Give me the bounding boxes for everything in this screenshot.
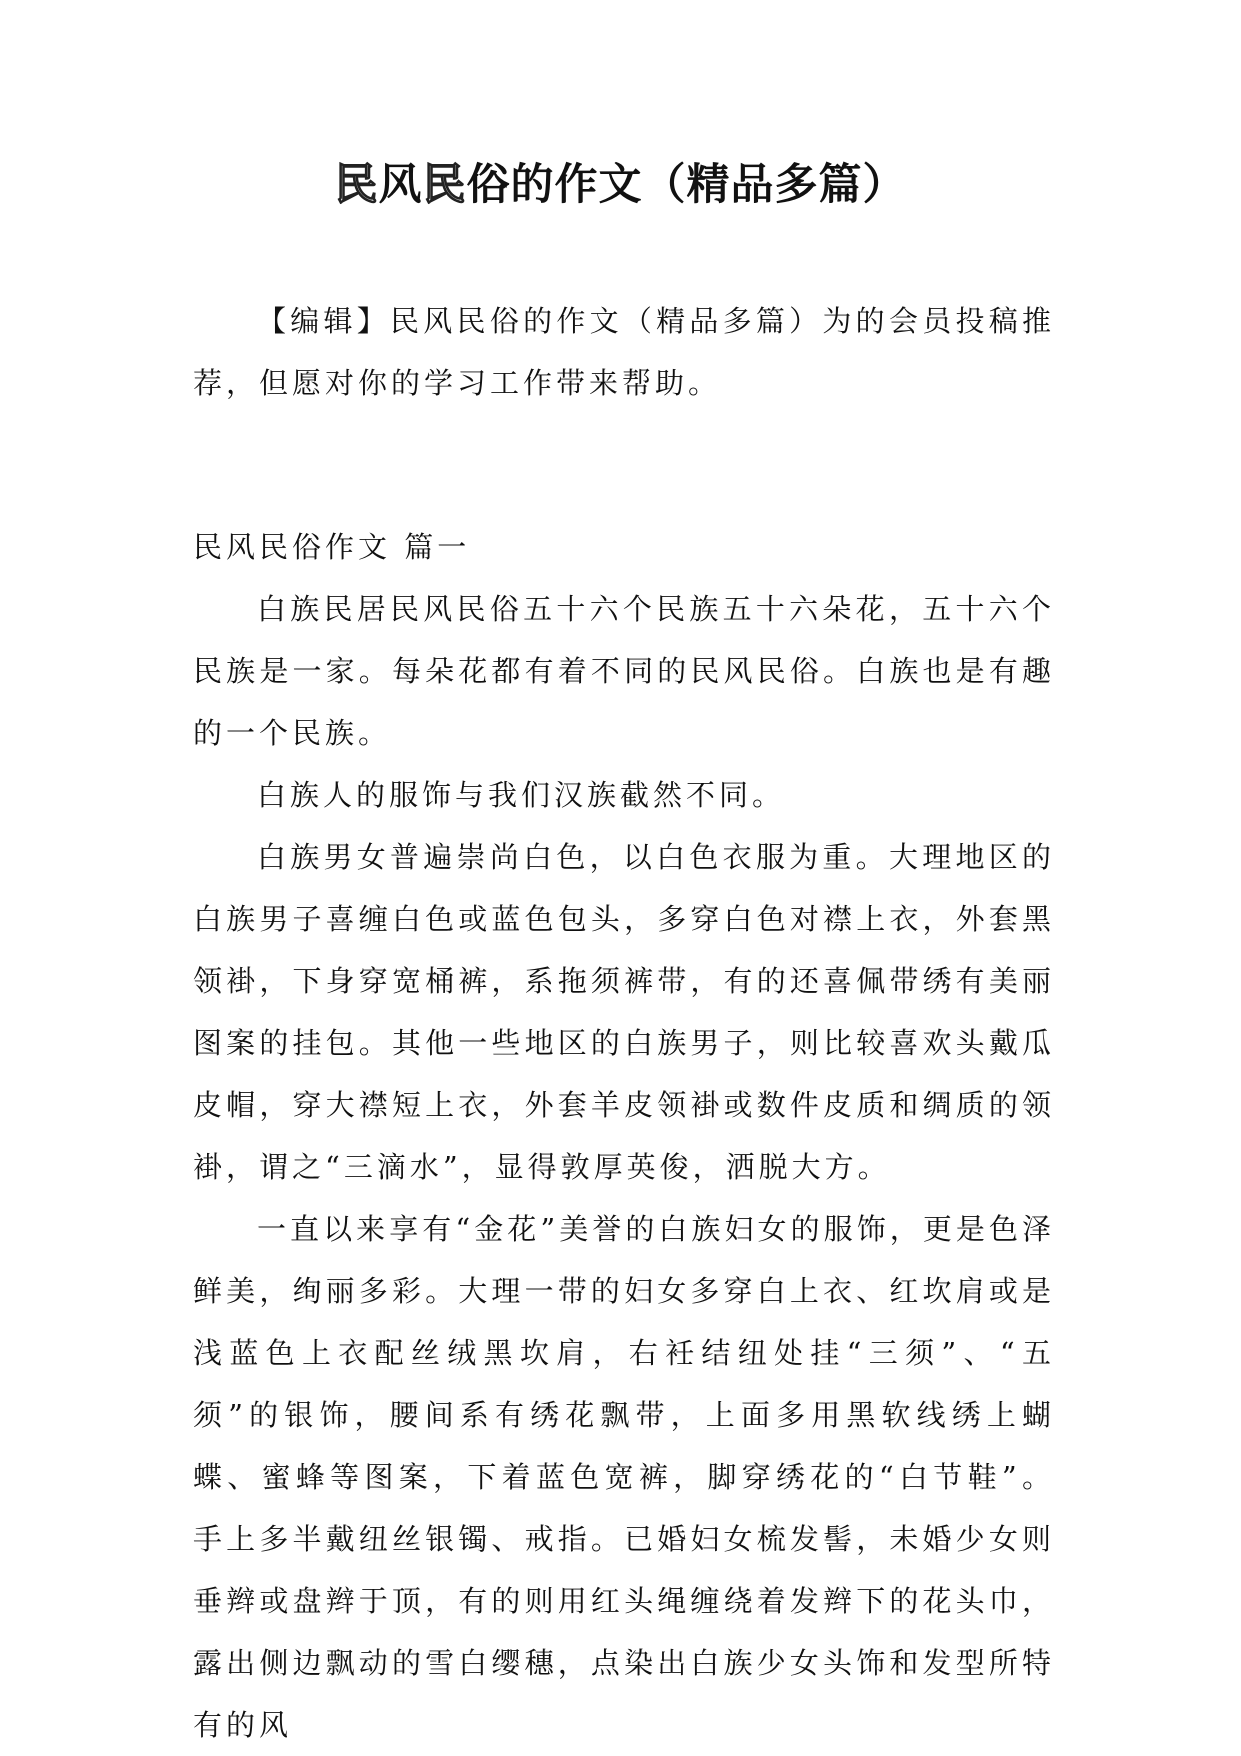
- body-paragraph: 白族男女普遍崇尚白色，以白色衣服为重。大理地区的白族男子喜缠白色或蓝色包头，多穿白色对襟上衣，外套黑领褂，下身穿宽桶裤，系拖须裤带，有的还喜佩带绣有美丽图案的挂包。其他一些地区的白族男子，则比较喜欢头戴瓜皮帽，穿大襟短上衣，外套羊皮领褂或数件皮质和绸质的领褂，谓之“三滴水”，显得敦厚英俊，洒脱大方。: [193, 840, 1055, 1184]
- spacer: [193, 414, 1055, 476]
- title-outlined-char: 民: [334, 160, 379, 210]
- body-paragraph: 白族人的服饰与我们汉族截然不同。: [257, 778, 786, 812]
- body-paragraph: 一直以来享有“金花”美誉的白族妇女的服饰，更是色泽鲜美，绚丽多彩。大理一带的妇女多穿白上衣、红坎肩或是浅蓝色上衣配丝绒黑坎肩，右衽结纽处挂“三须”、“五须”的银饰，腰间系有绣花飘带，上面多用黑软线绣上蝴蝶、蜜蜂等图案，下着蓝色宽裤，脚穿绣花的“白节鞋”。手上多半戴纽丝银镯、戒指。已婚妇女梳发髻，未婚少女则垂辫或盘辫于顶，有的则用红头绳缠绕着发辫下的花头巾，露出侧边飘动的雪白缨穗，点染出白族少女头饰和发型所特有的风: [193, 1212, 1055, 1742]
- document-title: [0, 155, 1241, 215]
- title-text: 风: [378, 160, 423, 210]
- title-text: 俗的作文（精品多篇）: [466, 160, 907, 210]
- spacer: [193, 476, 1055, 516]
- section-heading: 民风民俗作文 篇一: [193, 530, 471, 564]
- title-outlined-char: 民: [422, 160, 467, 210]
- intro-paragraph: 【编辑】民风民俗的作文（精品多篇）为的会员投稿推荐，但愿对你的学习工作带来帮助。: [193, 304, 1055, 400]
- body-paragraph: 白族民居民风民俗五十六个民族五十六朵花，五十六个民族是一家。每朵花都有着不同的民风民俗。白族也是有趣的一个民族。: [193, 592, 1055, 750]
- document-body: [193, 290, 1055, 1756]
